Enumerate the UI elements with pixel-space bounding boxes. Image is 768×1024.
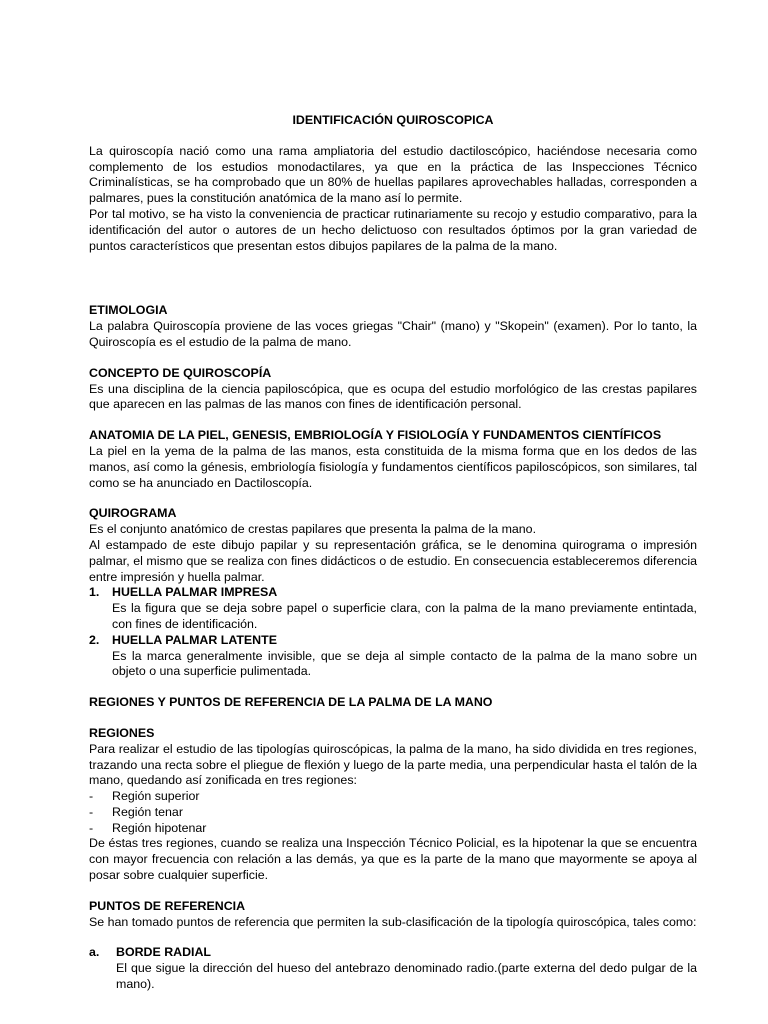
regions-list	[89, 789, 697, 836]
intro-paragraph-2: Por tal motivo, se ha visto la conveniencia de practicar rutinariamente su recojo y estudio comparativo, para la identificación del autor o autores de un hecho delictuoso con resultados óptimos por la gran variedad de puntos característicos que presentan estos dibujos papilares de la palma de la mano.	[89, 206, 697, 253]
list-item-text: El que sigue la dirección del hueso del antebrazo denominado radio.(parte externa del dedo pulgar de la mano).	[116, 961, 697, 992]
section-heading: ETIMOLOGIA	[89, 303, 168, 318]
section-text: Para realizar el estudio de las tipologías quiroscópicas, la palma de la mano, ha sido dividida en tres regiones, trazando una recta sobre el pliegue de flexión y luego de la parte media, una perpendicular hasta el talón de la mano, quedando así zonificada en tres regiones:	[89, 741, 697, 788]
section-text: Se han tomado puntos de referencia que permiten la sub-clasificación de la tipología quiroscópica, tales como:	[89, 914, 697, 929]
list-item-text: Es la figura que se deja sobre papel o superficie clara, con la palma de la mano previamente entintada, con fines de identificación.	[112, 601, 697, 631]
list-letter: a.	[89, 945, 100, 960]
dash-bullet: -	[89, 789, 94, 804]
section-heading: CONCEPTO DE QUIROSCOPÍA	[89, 365, 272, 380]
list-number: 1.	[89, 585, 100, 600]
section-text: Es una disciplina de la ciencia papiloscópica, que es ocupa del estudio morfológico de las crestas papilares que aparecen en las palmas de las manos con fines de identificación personal.	[89, 381, 697, 412]
section-puntos-referencia	[89, 899, 697, 993]
intro-paragraph-1: La quiroscopía nació como una rama ampliatoria del estudio dactiloscópico, haciéndose necesaria como complemento de los estudios monodactilares, ya que en la práctica de las Inspecciones Técnico Criminalísticas, se ha comprobado que un 80% de huellas papilares aprovechables halladas, corresponden a palmares, pues la constitución anatómica de la mano así lo permite.	[89, 143, 697, 206]
section-heading: PUNTOS DE REFERENCIA	[89, 898, 246, 913]
section-regiones	[89, 726, 697, 884]
document-body	[89, 113, 697, 993]
list-item-label: Región superior	[112, 789, 200, 804]
list-item-label: Región hipotenar	[112, 820, 207, 835]
list-item-text: Es la marca generalmente invisible, que se deja al simple contacto de la palma de la mano sobre un objeto o una superficie pulimentada.	[112, 648, 697, 679]
list-number: 2.	[89, 632, 100, 647]
section-heading: REGIONES Y PUNTOS DE REFERENCIA DE LA PALMA DE LA MANO	[89, 695, 493, 710]
list-item-label: Región tenar	[112, 804, 183, 819]
list-item	[89, 805, 697, 821]
spacer	[89, 254, 697, 303]
dash-bullet: -	[89, 820, 94, 835]
page-title: IDENTIFICACIÓN QUIROSCOPICA	[292, 113, 494, 127]
section-text: Al estampado de este dibujo papilar y su representación gráfica, se le denomina quirograma o impresión palmar, el mismo que se realiza con fines didácticos o de estudio. En consecuencia estableceremos diferencia entre impresión y huella palmar.	[89, 537, 697, 584]
dash-bullet: -	[89, 804, 94, 819]
section-text: De éstas tres regiones, cuando se realiza una Inspección Técnico Policial, es la hipotenar la que se encuentra con mayor frecuencia con relación a las demás, ya que es la parte de la mano que mayormente se apoya al posar sobre cualquier superficie.	[89, 836, 697, 883]
list-item-heading: BORDE RADIAL	[116, 945, 211, 960]
section-concepto	[89, 366, 697, 413]
section-text: La palabra Quiroscopía proviene de las voces griegas "Chair" (mano) y "Skopein" (examen). Por lo tanto, la Quiroscopía es el estudio de la palma de mano.	[89, 319, 697, 349]
list-item-heading: HUELLA PALMAR LATENTE	[112, 632, 277, 647]
list-item	[89, 945, 697, 992]
section-quirograma	[89, 506, 697, 680]
section-text: Es el conjunto anatómico de crestas papilares que presenta la palma de la mano.	[89, 522, 537, 537]
section-text: La piel en la yema de la palma de las manos, esta constituida de la misma forma que en los dedos de las manos, así como la génesis, embriología fisiología y fundamentos científicos papiloscópicos, son similares, tal como se ha anunciado en Dactiloscopía.	[89, 443, 697, 490]
list-item	[89, 633, 697, 680]
list-item	[89, 585, 697, 632]
list-item-heading: HUELLA PALMAR IMPRESA	[112, 585, 278, 600]
section-regiones-puntos	[89, 695, 697, 711]
list-item	[89, 821, 697, 837]
section-heading: ANATOMIA DE LA PIEL, GENESIS, EMBRIOLOGÍA Y FISIOLOGÍA Y FUNDAMENTOS CIENTÍFICOS	[89, 428, 662, 443]
section-heading: REGIONES	[89, 725, 155, 740]
list-item	[89, 789, 697, 805]
section-heading: QUIROGRAMA	[89, 506, 177, 521]
section-etimologia	[89, 303, 697, 350]
section-anatomia	[89, 428, 697, 491]
